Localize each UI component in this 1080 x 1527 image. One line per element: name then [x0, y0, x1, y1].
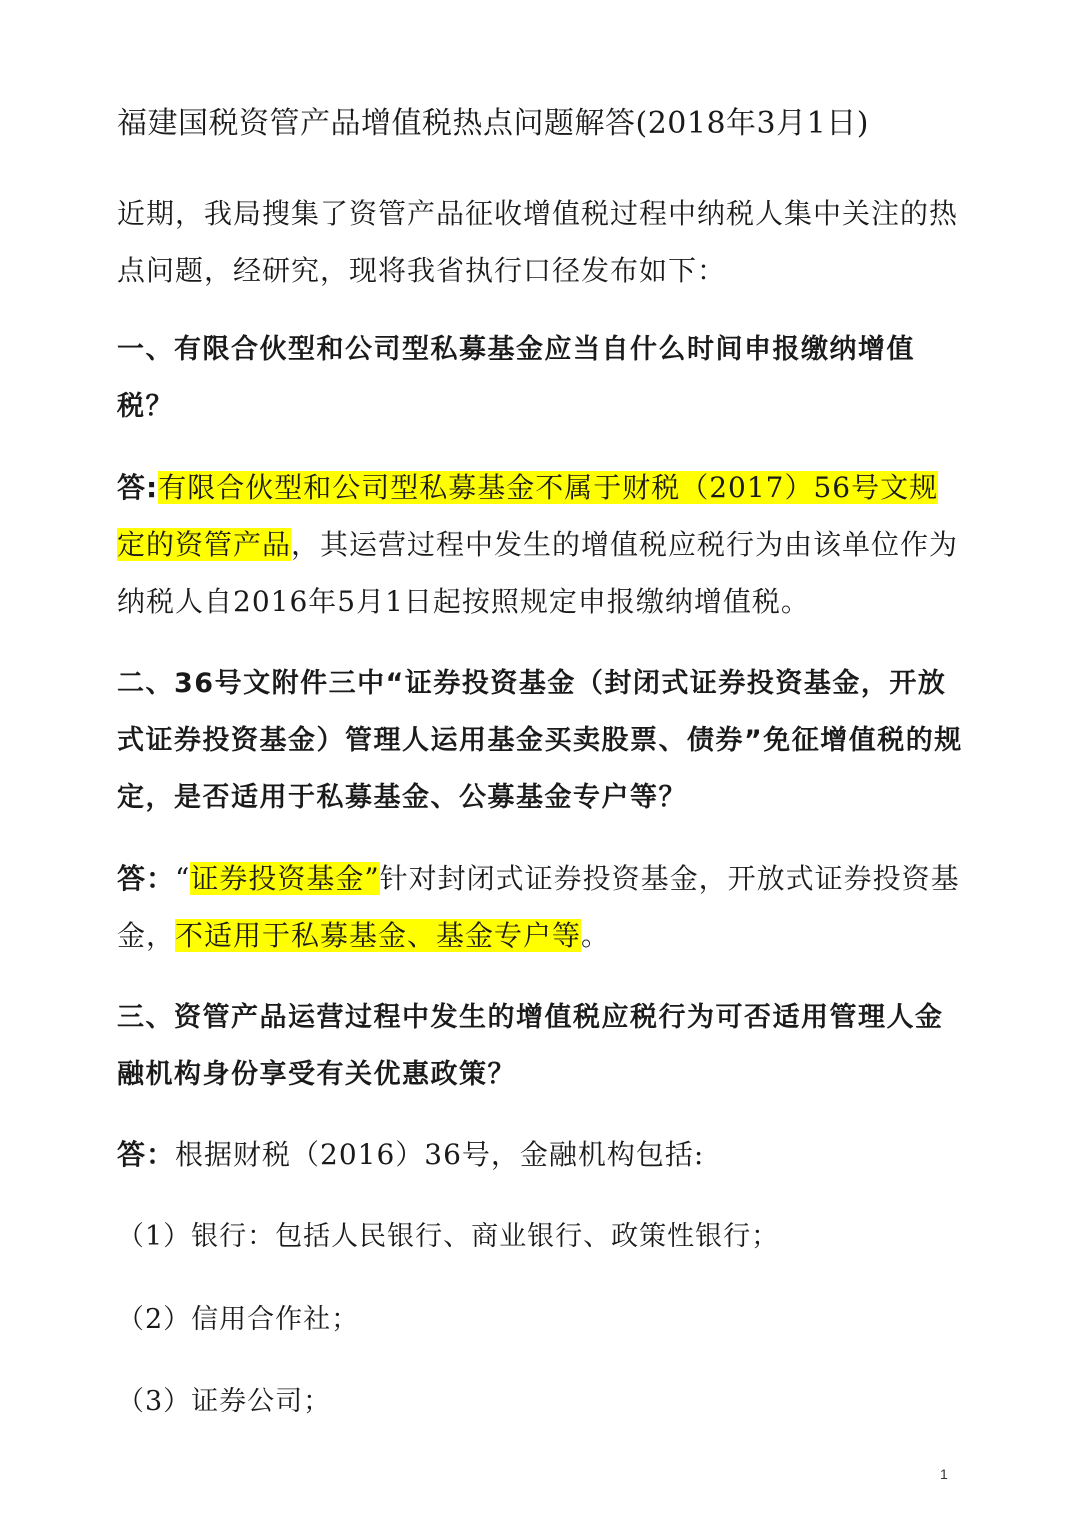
- answer-1: [117, 459, 967, 630]
- answer-1-highlight: 有限合伙型和公司型私募基金不属于财税（2017）56号文规定的资管产品: [117, 471, 939, 561]
- question-1: 一、有限合伙型和公司型私募基金应当自什么时间申报缴纳增值税？: [117, 334, 915, 422]
- answer-2-end: 。: [581, 919, 611, 952]
- intro-paragraph: 近期，我局搜集了资管产品征收增值税过程中纳税人集中关注的热点问题，经研究，现将我省执行口径发布如下：: [117, 197, 959, 287]
- answer-2-highlight-1: 证券投资基金”: [190, 862, 380, 895]
- answer-2-highlight-2: 不适用于私募基金、基金专户等: [175, 919, 582, 952]
- answer-2-text: 针对封闭式证券投资基金，开放式证券投资基金，: [117, 862, 960, 952]
- list-item: （3）证券公司；: [117, 1386, 332, 1417]
- document-title: 福建国税资管产品增值税热点问题解答(2018年3月1日): [117, 106, 869, 141]
- list-item: （1）银行：包括人民银行、商业银行、政策性银行；: [117, 1221, 780, 1252]
- page-number: 1: [940, 1466, 948, 1482]
- answer-1-label: 答:: [117, 471, 159, 504]
- question-2: 二、36号文附件三中“证券投资基金（封闭式证券投资基金，开放式证券投资基金）管理人运用基金买卖股票、债券”免征增值税的规定，是否适用于私募基金、公募基金专户等？: [117, 668, 963, 813]
- answer-3-text: 根据财税（2016）36号，金融机构包括:: [175, 1138, 705, 1171]
- answer-1-text: ，其运营过程中发生的增值税应税行为由该单位作为纳税人自2016年5月1日起按照规定申报缴纳增值税。: [117, 528, 959, 618]
- answer-2: [117, 850, 967, 964]
- answer-3: [117, 1126, 967, 1183]
- question-3: 三、资管产品运营过程中发生的增值税应税行为可否适用管理人金融机构身份享受有关优惠政策？: [117, 1002, 944, 1090]
- answer-2-label: 答：: [117, 862, 176, 895]
- answer-3-label: 答：: [117, 1138, 176, 1171]
- answer-2-open-quote: “: [175, 862, 191, 895]
- list-item: （2）信用合作社；: [117, 1304, 360, 1335]
